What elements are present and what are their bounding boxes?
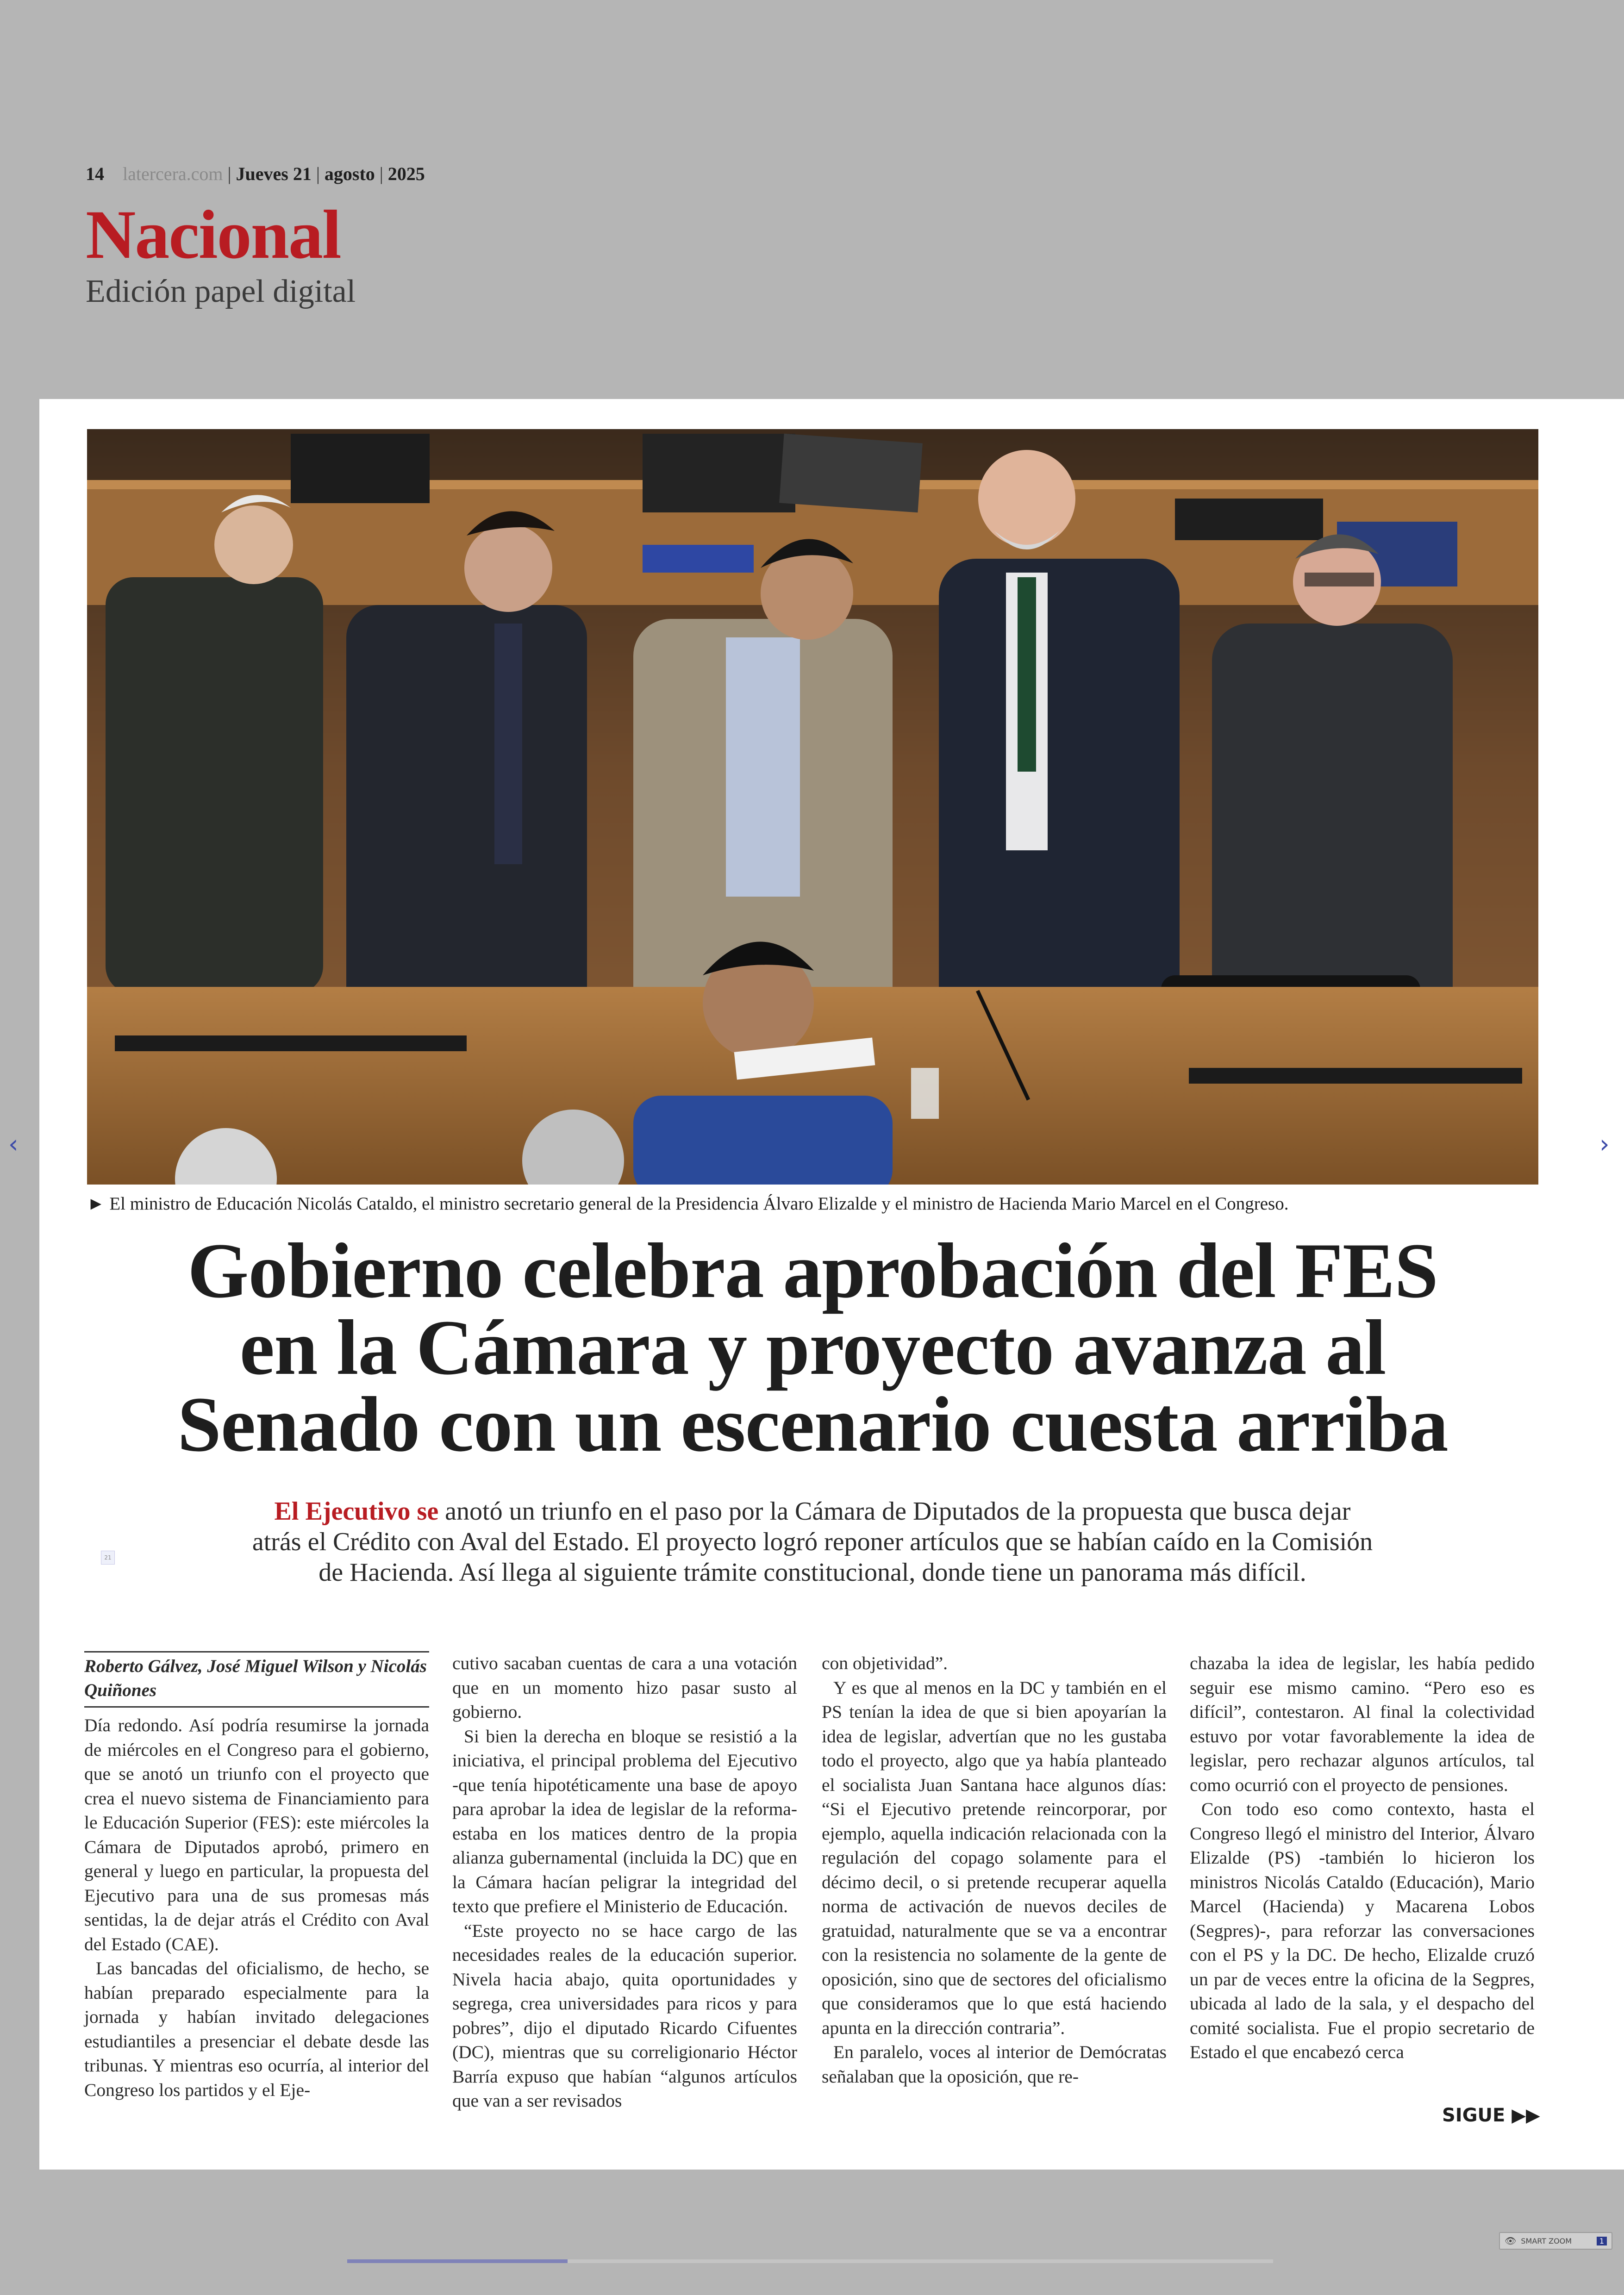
newspaper-page — [39, 399, 1624, 2170]
eye-icon: 👁 — [1505, 2235, 1517, 2246]
smart-zoom-label: SMART ZOOM — [1521, 2236, 1572, 2245]
paragraph: Y es que al menos en la DC y también en el PS tenían la idea de que si bien apoyarían la idea de legislar, advertían que no les gustaba todo el proyecto, algo que ya había planteado el socialista Juan Santana hace algunos días: “Si el Ejecutivo pretende reincorporar, por ejemplo, aquella indicación relacionada con la regulación del copago solamente para el décimo decil, o si pretende recuperar aquella norma de activación de nuevos deciles de gratuidad, naturalmente que se va a encontrar con la resistencia no solamente de la gente de oposición, sino que de sectores del oficialismo que consideramos que lo que está haciendo apunta en la dirección contraria”. — [822, 1677, 1167, 2038]
page-number: 14 — [86, 163, 104, 184]
article-column-2 — [452, 1651, 797, 2113]
congress-photo-illustration — [87, 429, 1538, 1185]
headline-line: Senado con un escenario cuesta arriba — [177, 1381, 1448, 1468]
lede-lead: El Ejecutivo se — [274, 1497, 439, 1526]
paragraph: Con todo eso como contexto, hasta el Congreso llegó el ministro del Interior, Álvaro Elizalde (PS) -también lo hicieron los ministros Nicolás Cataldo (Educación), Mario Marcel (Hacienda) y Macarena Lobos (Segpres)-, para reforzar las conversaciones con el PS y la DC. De hecho, Elizalde cruzó un par de veces entre la oficina de la Segpres, ubicada al lado de la sala, y el despacho del comité socialista. Fue el propio secretario de Estado el que encabezó cerca — [1190, 1799, 1535, 2062]
headline-line: en la Cámara y proyecto avanza al — [239, 1304, 1386, 1391]
article-column-3 — [822, 1651, 1167, 2089]
paragraph: Día redondo. Así podría resumirse la jornada de miércoles en el Congreso para el gobierno, que se anotó un triunfo con el proyecto que crea el nuevo sistema de Financiamiento para le Educación Superior (FES): este miércoles la Cámara de Diputados aprobó, primero en general y luego en particular, la propuesta del Ejecutivo para una de sus promesas más sentidas, la de dejar atrás el Crédito con Aval del Estado (CAE). — [84, 1715, 429, 1954]
previous-page-icon[interactable]: ‹ — [8, 1129, 19, 1159]
paragraph: chazaba la idea de legislar, les había pedido seguir ese mismo camino. “Pero eso es difícil”, contestaron. Al final la colectividad estuvo por votar favorablemente la idea de legislar, pero rechazar algunos artículos, tal como ocurrió con el proyecto de pensiones. — [1190, 1653, 1535, 1795]
continue-link[interactable]: SIGUE ▶▶ — [1442, 2105, 1540, 2126]
date-weekday: Jueves 21 — [236, 163, 312, 184]
next-page-icon[interactable]: › — [1599, 1129, 1610, 1159]
paragraph: con objetividad”. — [822, 1653, 948, 1673]
edition-label: Edición papel digital — [86, 274, 356, 309]
article-column-1 — [84, 1651, 429, 2102]
page-header: 14 latercera.com | Jueves 21 | agosto | 2025 — [86, 163, 425, 184]
lede-line: de Hacienda. Así llega al siguiente trámite constitucional, donde tiene un panorama más difícil. — [319, 1558, 1306, 1587]
article-column-4 — [1190, 1651, 1535, 2064]
article-lede — [178, 1496, 1447, 1588]
paragraph: Las bancadas del oficialismo, de hecho, se habían preparado especialmente para la jornada y habían invitado delegaciones estudiantiles a presenciar el debate desde las tribunas. Y mientras eso ocurría, al interior del Congreso los partidos y el Eje- — [84, 1958, 429, 2100]
paragraph: En paralelo, voces al interior de Demócratas señalaban que la oposición, que re- — [822, 2042, 1167, 2087]
date-year: 2025 — [387, 163, 425, 184]
page-progress-bar[interactable] — [347, 2259, 1273, 2263]
article-headline — [87, 1227, 1538, 1468]
byline: Roberto Gálvez, José Miguel Wilson y Nicolás Quiñones — [84, 1651, 429, 1708]
lede-line: atrás el Crédito con Aval del Estado. El proyecto logró reponer artículos que se habían caído en la Comisión — [252, 1528, 1373, 1556]
paragraph: Si bien la derecha en bloque se resistió a la iniciativa, el principal problema del Ejecutivo -que tenía hipotéticamente una base de apoyo para aprobar la idea de legislar de la reforma- estaba en los matices dentro de la propia alianza gubernamental (incluida la DC) que en la Cámara hacían peligrar la integridad del texto que prefiere el Ministerio de Educación. — [452, 1726, 797, 1916]
section-title: Nacional — [86, 196, 341, 273]
tiny-page-marker[interactable]: 21 — [101, 1551, 115, 1565]
date-month: agosto — [324, 163, 375, 184]
smart-zoom-value: 1 — [1597, 2237, 1607, 2245]
smart-zoom-button[interactable] — [1499, 2232, 1612, 2250]
paragraph: “Este proyecto no se hace cargo de las necesidades reales de la educación superior. Nivela hacia abajo, quita oportunidades y segrega, crea universidades para ricos y para pobres”, dijo el diputado Ricardo Cifuentes (DC), mientras que su correligionario Héctor Barría expuso que habían “algunos artículos que van a ser revisados — [452, 1920, 797, 2111]
lede-line: anotó un triunfo en el paso por la Cámara de Diputados de la propuesta que busca dejar — [438, 1497, 1351, 1526]
site-name: latercera.com — [123, 163, 223, 184]
article-photo — [87, 429, 1538, 1185]
paragraph: cutivo sacaban cuentas de cara a una votación que en un momento hizo pasar susto al gobierno. — [452, 1653, 797, 1722]
page-progress-fill — [347, 2259, 568, 2263]
photo-caption: ► El ministro de Educación Nicolás Cataldo, el ministro secretario general de la Presidencia Álvaro Elizalde y el ministro de Hacienda Mario Marcel en el Congreso. — [87, 1194, 1289, 1214]
headline-line: Gobierno celebra aprobación del FES — [187, 1227, 1438, 1314]
